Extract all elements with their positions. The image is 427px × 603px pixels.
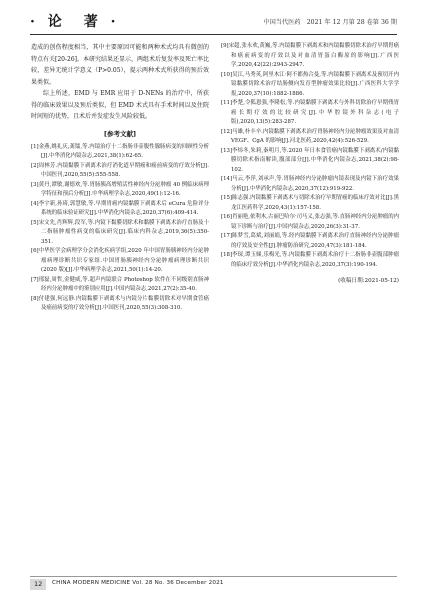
left-column (31, 42, 209, 314)
reference-item: [15]陈志强.内镜黏膜下剥离术与切除术治疗早期胃癌的临床疗效对比[J].黑龙江医药科学,2020,43(1):157-158. (221, 195, 399, 211)
reference-item: [2]周林芳.内镜黏膜下剥离术治疗消化道早期癌和癌前病变的疗效分析[J].中国医刊,2020,55(5):555-558. (31, 162, 209, 178)
reference-item: [14]马云,李萍,刘承声,等.胃肠神经内分泌肿瘤内镜表现及内镜下治疗效果分析[J].中华消化内镜杂志,2020,37(12):919-922. (221, 176, 399, 192)
reference-item: [5]宋文先,肖辉辉,段军,等.内镜下黏膜切除术和黏膜下剥离术治疗直肠及十二指肠肿瘤性病变的临床研究[J].临床内科杂志,2019,36(5):350-351. (31, 219, 209, 245)
reference-item: [13]李炜冬,朱莉,秦明月,等.2020 年日本食管癌内镜黏膜下剥离术/内镜黏膜切除术指南解读,腹部部分[J].中华消化内镜杂志,2021,38(2):98-102. (221, 147, 399, 173)
reference-item: [17]陈梦雪,葛斌,刘丽娟,等.经内镜黏膜下剥离术治疗直肠神经内分泌肿瘤的疗效及安全性[J].肿瘤防治研究,2020,47(3):181-184. (221, 233, 399, 249)
reference-item: [18]李琛,谭玉娣,乐梅光,等.内镜黏膜下剥离术治疗十二指肠非壶腹部肿瘤的临床疗效分析[J].中华消化内镜杂志,2020,37(3):190-194. (221, 252, 399, 268)
reference-item: [6]中华医学会病理学分会消化疾病学组,2020 年中国胃肠胰神经内分泌肿瘤病理诊断共识专家组.中国胃肠胰神经内分泌肿瘤病理诊断共识(2020 版)[J].中华病理学杂志,2021,50(1):14-20. (31, 248, 209, 273)
reference-item: [16]肖丽艳,依利木,古丽巴哈尔·司马义,张志强,等.直肠神经内分泌肿瘤的内镜下诊断与治疗[J].中国内镜杂志,2020,26(3):31-37. (221, 214, 399, 230)
reference-item: [7]邢磊,周哲,金健威,等.超声内镜联合 Photoshop 软件在不同级别直肠神经内分泌肿瘤中的鉴别应用[J].中国内镜杂志,2021,27(2):35-40. (31, 276, 209, 292)
body-paragraph: 造成的创伤程度相当，其中主要原因可能和两种术式均具有微创的特点有关[20-26]。本研究结果还显示，两组术后复发率及死亡率比较，差异无统计学意义（P>0.05），提示两种术式所获得的预后效果类似。 (31, 44, 209, 86)
reference-item: [11]李楚,令狐恩强,李隆松,等.内镜黏膜下剥离术与外科切除治疗早期残胃癌长期疗效的比较研究[J].中华腔镜外科杂志(电子版),2020,13(5):283-287. (221, 100, 399, 125)
right-column (221, 42, 399, 286)
section-label: · 论 著 · (30, 14, 120, 30)
page-header (30, 12, 397, 35)
footer-journal-info: CHINA MODERN MEDICINE Vol. 28 No. 36 December 2021 (52, 580, 224, 586)
page-number: 12 (30, 579, 46, 590)
received-date: (收稿日期:2021-05-12) (338, 278, 399, 284)
journal-issue-line: 中国当代医药 2021 年 12 月第 28 卷第 36 期 (263, 19, 397, 26)
reference-item: [10]吴江,马秀英,阿里木江·阿不都热合曼,等.内镜黏膜下剥离术及预切开内镜黏膜切除术治疗结肠侧向发育型肿瘤效果比较[J].广西医科大学学报,2020,37(10):1882-1886. (221, 71, 399, 97)
references-title: [参考文献] (104, 129, 136, 138)
reference-item: [1]金燕,姚礼庆,龚镭,等.内镜治疗十二指肠非壶腹性腺肠病变的回顾性分析[J].中华消化内镜杂志,2021,38(1):62-65. (31, 143, 209, 159)
reference-item: [8]付建强,何远静.内镜黏膜下剥离术与内镜分片黏膜切除术对早期食管癌及癌前病变的疗效分析[J].中国医刊,2020,55(3):308-310. (31, 295, 209, 311)
page-footer (30, 576, 397, 591)
reference-item: [3]黄丹,谭敏,谢德欢,等.胃肠胰高增殖活性神经内分泌肿瘤 40 例临床病理学特征和预后分析[J].中华病理学杂志,2020,49(1):12-16. (31, 181, 209, 197)
reference-item: [4]李宇新,孙琦,郭慧敏,等.早期胃癌内镜黏膜下剥离术后 eCura 危险评分系统的临床验证研究[J].中华消化内镜杂志,2020,37(6):409-414. (31, 200, 209, 216)
reference-item: [12]马雄,朴丰辛.内镜黏膜下剥离术治疗胃肠神经内分泌肿瘤效果及对血清 VEGF、CgA 的影响[J].河北医药,2020,42(4):526-529. (221, 128, 399, 144)
reference-item: [9]宋超,张永欢,黄巍,等.内镜黏膜下剥离术和内镜黏膜切除术治疗早期胃癌和癌前病变的疗效以及对血清胃蛋白酶原的影响[J].广西医学,2020,42(22):2943-2947. (221, 43, 399, 68)
conclusion-paragraph: 综上所述，EMD 与 EMR 应用于 D-NENs 的治疗中，所获得的临床效果以及预后类似，但 EMD 术式具有手术时间以及住院时间短的优势，且术后并发症发生风险较低。 (31, 90, 209, 120)
